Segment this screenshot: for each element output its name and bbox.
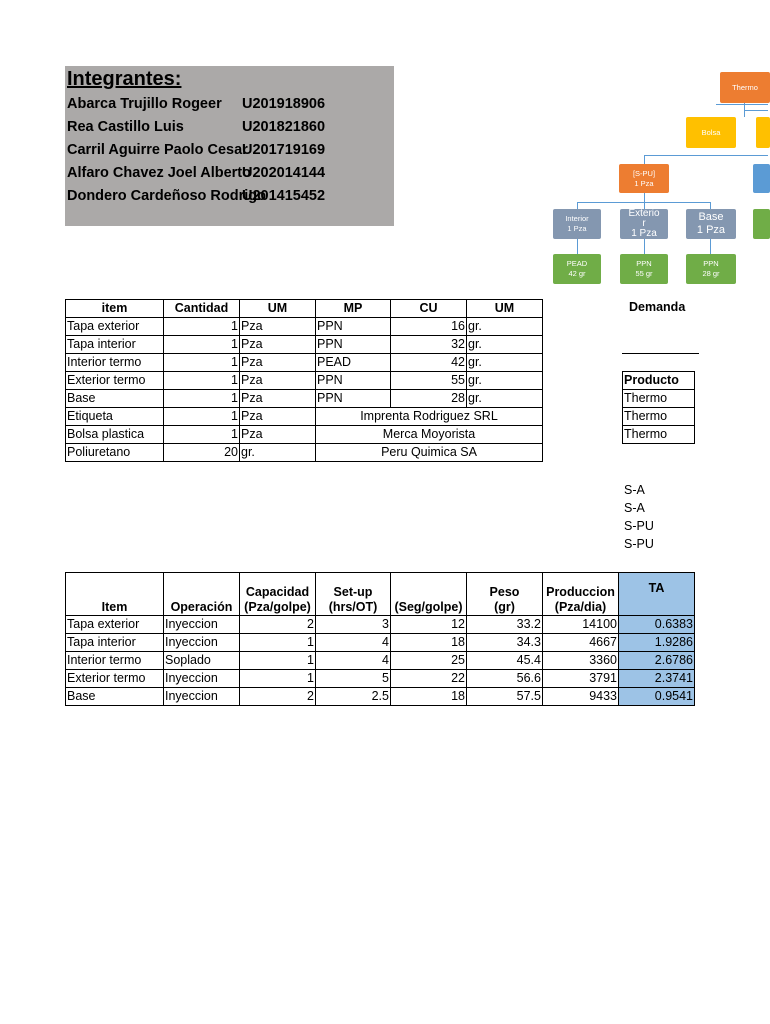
member-code: U201918906 — [242, 96, 326, 112]
cell-item: Exterior termo — [66, 670, 164, 688]
bom-table — [65, 299, 543, 462]
table-row — [66, 390, 543, 408]
table-row — [66, 652, 695, 670]
cell-item: Tapa interior — [66, 634, 164, 652]
cell-cantidad: 1 — [164, 408, 240, 426]
cell-cantidad: 1 — [164, 336, 240, 354]
cell-item: Tapa exterior — [66, 616, 164, 634]
member-code: U202014144 — [242, 165, 326, 181]
cell-mp: PPN — [316, 336, 391, 354]
cell-um: Pza — [240, 426, 316, 444]
demand-title: Demanda — [629, 300, 686, 314]
cell-ta: 2.3741 — [619, 670, 695, 688]
cell-setup: 3 — [316, 616, 391, 634]
cell-ta: 0.6383 — [619, 616, 695, 634]
table-row — [66, 408, 543, 426]
cell-um2: gr. — [467, 318, 543, 336]
cell-weight: 57.5 — [467, 688, 543, 706]
cell-weight: 56.6 — [467, 670, 543, 688]
cell-operation: Inyeccion — [164, 670, 240, 688]
cell-capacity: 1 — [240, 652, 316, 670]
cell-setup: 5 — [316, 670, 391, 688]
cell-item: Etiqueta — [66, 408, 164, 426]
cell-weight: 34.3 — [467, 634, 543, 652]
cell-item: Exterior termo — [66, 372, 164, 390]
cell-capacity: 2 — [240, 616, 316, 634]
cell-seg: 18 — [391, 688, 467, 706]
team-member — [67, 96, 392, 118]
cell-supplier: Merca Moyorista — [316, 426, 543, 444]
member-code: U201415452 — [242, 188, 326, 204]
cell-item: Bolsa plastica — [66, 426, 164, 444]
code-label: S-A — [624, 483, 645, 497]
cell-mp: PEAD — [316, 354, 391, 372]
tree-node-thermo: Thermo — [720, 72, 770, 103]
cell-production: 3360 — [543, 652, 619, 670]
cell-seg: 12 — [391, 616, 467, 634]
cell-item: Tapa exterior — [66, 318, 164, 336]
cell-ta: 2.6786 — [619, 652, 695, 670]
cell-cu: 28 — [391, 390, 467, 408]
cell-production: 9433 — [543, 688, 619, 706]
cell-production: 3791 — [543, 670, 619, 688]
tree-node-ppn-55: PPN 55 gr — [620, 254, 668, 284]
table-row — [66, 336, 543, 354]
member-name: Dondero Cardeñoso Rodrigo — [67, 188, 266, 204]
cell-product: Thermo — [623, 426, 695, 444]
cell-supplier: Imprenta Rodriguez SRL — [316, 408, 543, 426]
cell-cu: 42 — [391, 354, 467, 372]
cell-um: Pza — [240, 354, 316, 372]
column-header: (Seg/golpe) — [391, 573, 467, 616]
tree-node-exterior: Exterio r 1 Pza — [620, 209, 668, 239]
cell-seg: 22 — [391, 670, 467, 688]
ta-table — [65, 572, 695, 706]
cell-item: Interior termo — [66, 354, 164, 372]
member-code: U201719169 — [242, 142, 326, 158]
cell-product: Thermo — [623, 390, 695, 408]
tree-node-interior: Interior 1 Pza — [553, 209, 601, 239]
cell-item: Interior termo — [66, 652, 164, 670]
cell-weight: 33.2 — [467, 616, 543, 634]
tree-node-yellow-partial — [756, 117, 770, 148]
cell-seg: 25 — [391, 652, 467, 670]
cell-cantidad: 1 — [164, 372, 240, 390]
tree-node-green-partial — [753, 209, 770, 239]
cell-ta: 0.9541 — [619, 688, 695, 706]
column-header: Operación — [164, 573, 240, 616]
tree-node-ppn-28: PPN 28 gr — [686, 254, 736, 284]
team-member — [67, 142, 392, 164]
cell-um: Pza — [240, 318, 316, 336]
member-code: U201821860 — [242, 119, 326, 135]
cell-cu: 32 — [391, 336, 467, 354]
cell-operation: Soplado — [164, 652, 240, 670]
cell-cantidad: 1 — [164, 318, 240, 336]
cell-setup: 4 — [316, 652, 391, 670]
cell-um2: gr. — [467, 390, 543, 408]
table-row — [623, 408, 695, 426]
team-title: Integrantes: — [67, 68, 182, 90]
cell-ta: 1.9286 — [619, 634, 695, 652]
cell-setup: 4 — [316, 634, 391, 652]
cell-um: Pza — [240, 336, 316, 354]
cell-capacity: 2 — [240, 688, 316, 706]
cell-um: gr. — [240, 444, 316, 462]
column-header: Capacidad (Pza/golpe) — [240, 573, 316, 616]
tree-node-pead: PEAD 42 gr — [553, 254, 601, 284]
table-header-row — [66, 300, 543, 318]
column-header: MP — [316, 300, 391, 318]
cell-production: 14100 — [543, 616, 619, 634]
tree-node-bolsa: Bolsa — [686, 117, 736, 148]
table-row — [66, 688, 695, 706]
cell-mp: PPN — [316, 390, 391, 408]
column-header: Produccion (Pza/dia) — [543, 573, 619, 616]
cell-operation: Inyeccion — [164, 634, 240, 652]
cell-mp: PPN — [316, 372, 391, 390]
column-header: Producto — [623, 372, 695, 390]
cell-um2: gr. — [467, 372, 543, 390]
table-row — [623, 390, 695, 408]
column-header: CU — [391, 300, 467, 318]
team-member — [67, 119, 392, 141]
table-header-row — [623, 372, 695, 390]
cell-product: Thermo — [623, 408, 695, 426]
team-member — [67, 188, 392, 210]
table-row — [66, 616, 695, 634]
demand-top-border — [622, 353, 699, 373]
cell-production: 4667 — [543, 634, 619, 652]
code-label: S-A — [624, 501, 645, 515]
tree-node-blue-partial — [753, 164, 770, 193]
cell-item: Base — [66, 688, 164, 706]
team-members-panel — [65, 66, 394, 226]
column-header: Peso (gr) — [467, 573, 543, 616]
table-row — [66, 426, 543, 444]
cell-item: Poliuretano — [66, 444, 164, 462]
table-row — [66, 354, 543, 372]
cell-capacity: 1 — [240, 670, 316, 688]
team-member — [67, 165, 392, 187]
cell-item: Tapa interior — [66, 336, 164, 354]
cell-cantidad: 1 — [164, 426, 240, 444]
cell-cantidad: 20 — [164, 444, 240, 462]
cell-um: Pza — [240, 390, 316, 408]
cell-setup: 2.5 — [316, 688, 391, 706]
table-row — [66, 372, 543, 390]
table-row — [66, 444, 543, 462]
table-header-row — [66, 573, 695, 616]
column-header: item — [66, 300, 164, 318]
table-row — [623, 426, 695, 444]
cell-um: Pza — [240, 408, 316, 426]
member-name: Alfaro Chavez Joel Alberto — [67, 165, 251, 181]
demand-table — [622, 371, 695, 444]
table-row — [66, 634, 695, 652]
member-name: Carril Aguirre Paolo Cesar — [67, 142, 248, 158]
column-header-ta: TA — [619, 573, 695, 616]
table-row — [66, 670, 695, 688]
code-label: S-PU — [624, 537, 654, 551]
column-header: Cantidad — [164, 300, 240, 318]
cell-mp: PPN — [316, 318, 391, 336]
tree-node-spu: [S-PU] 1 Pza — [619, 164, 669, 193]
column-header: UM — [467, 300, 543, 318]
cell-cantidad: 1 — [164, 390, 240, 408]
cell-cu: 16 — [391, 318, 467, 336]
cell-item: Base — [66, 390, 164, 408]
cell-operation: Inyeccion — [164, 688, 240, 706]
cell-capacity: 1 — [240, 634, 316, 652]
column-header: Item — [66, 573, 164, 616]
cell-um2: gr. — [467, 354, 543, 372]
tree-node-base: Base 1 Pza — [686, 209, 736, 239]
member-name: Rea Castillo Luis — [67, 119, 184, 135]
column-header: UM — [240, 300, 316, 318]
cell-operation: Inyeccion — [164, 616, 240, 634]
column-header: Set-up (hrs/OT) — [316, 573, 391, 616]
cell-weight: 45.4 — [467, 652, 543, 670]
member-name: Abarca Trujillo Rogeer — [67, 96, 222, 112]
cell-cu: 55 — [391, 372, 467, 390]
cell-um: Pza — [240, 372, 316, 390]
cell-cantidad: 1 — [164, 354, 240, 372]
code-label: S-PU — [624, 519, 654, 533]
table-row — [66, 318, 543, 336]
cell-supplier: Peru Quimica SA — [316, 444, 543, 462]
cell-seg: 18 — [391, 634, 467, 652]
cell-um2: gr. — [467, 336, 543, 354]
